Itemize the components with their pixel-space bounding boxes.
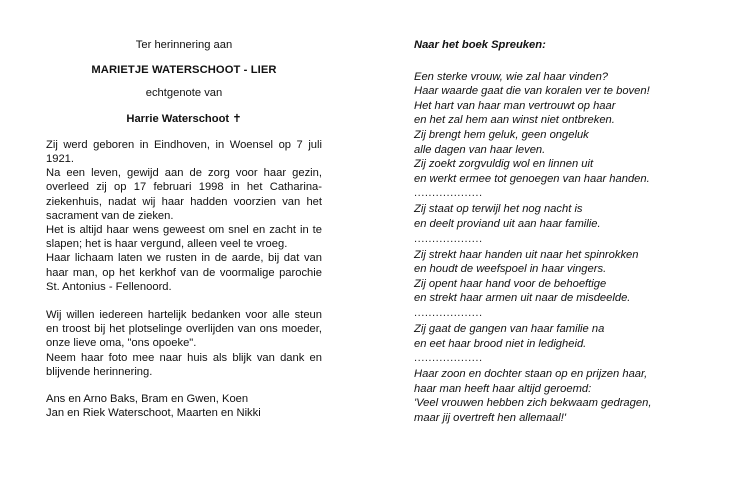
poem-stanza (414, 248, 714, 306)
deceased-name: MARIETJE WATERSCHOOT - LIER (91, 64, 277, 77)
poem-line: Zij gaat de gangen van haar familie na (414, 322, 605, 335)
dotted-separator: ................... (414, 187, 483, 200)
poem-stanza (414, 367, 714, 425)
poem-line: Zij zoekt zorgvuldig wol en linnen uit (414, 158, 594, 171)
poem-line: en het zal hem aan winst niet ontbreken. (414, 114, 615, 127)
poem-line: 'Veel vrouwen hebben zich bekwaam gedragen, (414, 397, 652, 410)
poem-stanza (414, 202, 714, 231)
dotted-separator: ................... (414, 352, 483, 365)
dotted-separator: ................... (414, 232, 483, 245)
poem-stanza (414, 322, 714, 351)
spouse-of-text: echtgenote van (145, 87, 223, 100)
intro-text: Ter herinnering aan (135, 39, 233, 51)
poem-line: en houdt de weefspoel in haar vingers. (414, 263, 607, 276)
poem-line: Zij brengt hem geluk, geen ongeluk (414, 128, 589, 141)
husband-name: Harrie Waterschoot ✝ (126, 112, 242, 125)
poem-stanza (414, 70, 714, 187)
poem-line: Haar zoon en dochter staan op en prijzen haar, (414, 368, 648, 381)
poem-line: en werkt ermee tot genoegen van haar handen. (414, 172, 650, 185)
poem-line: Zij strekt haar handen uit naar het spinrokken (414, 248, 639, 261)
poem-line: Haar waarde gaat die van koralen ver te boven! (414, 85, 650, 98)
wish-paragraph: Het is altijd haar wens geweest om snel en zacht in te slapen; het is haar vergund, alleen veel te vroeg. (46, 224, 322, 251)
poem-line: Een sterke vrouw, wie zal haar vinden? (414, 70, 609, 83)
signature-line: Jan en Riek Waterschoot, Maarten en Nikki (46, 407, 261, 420)
poem-line: Zij staat op terwijl het nog nacht is (414, 203, 583, 216)
burial-paragraph: Haar lichaam laten we rusten in de aarde, bij dat van haar man, op het kerkhof van de voormalige parochie St. Antonius - Fellenoord. (46, 252, 322, 293)
poem-line: en deelt proviand uit aan haar familie. (414, 217, 601, 230)
family-signature (46, 392, 322, 420)
signature-line: Ans en Arno Baks, Bram en Gwen, Koen (46, 393, 249, 406)
poem-line: Het hart van haar man vertrouwt op haar (414, 99, 616, 112)
thanks-paragraph: Wij willen iedereen hartelijk bedanken voor alle steun en troost bij het plotselinge overlijden van ons moeder, onze lieve oma, "ons opoeke". (46, 309, 322, 350)
right-panel (414, 38, 714, 425)
poem-line: en strekt haar armen uit naar de misdeelde. (414, 292, 631, 305)
left-panel (46, 34, 322, 420)
paragraph-gap (46, 294, 322, 308)
poem-line: en eet haar brood niet in ledigheid. (414, 337, 587, 350)
poem-line: maar jij overtreft hen allemaal!' (414, 411, 566, 424)
poem-line: alle dagen van haar leven. (414, 143, 546, 156)
photo-paragraph: Neem haar foto mee naar huis als blijk van dank en blijvende herinnering. (46, 351, 322, 378)
dotted-separator: ................... (414, 306, 483, 319)
death-paragraph: Na een leven, gewijd aan de zorg voor haar gezin, overleed zij op 17 februari 1998 in het Catharina-ziekenhuis, nadat wij haar hadden voorzien van het sacrament van de zieken. (46, 167, 322, 222)
birth-paragraph: Zij werd geboren in Eindhoven, in Woensel op 7 juli 1921. (46, 138, 322, 166)
poem-line: Zij opent haar hand voor de behoeftige (414, 277, 607, 290)
poem-line: haar man heeft haar altijd geroemd: (414, 382, 592, 395)
proverbs-title: Naar het boek Spreuken: (414, 39, 546, 51)
